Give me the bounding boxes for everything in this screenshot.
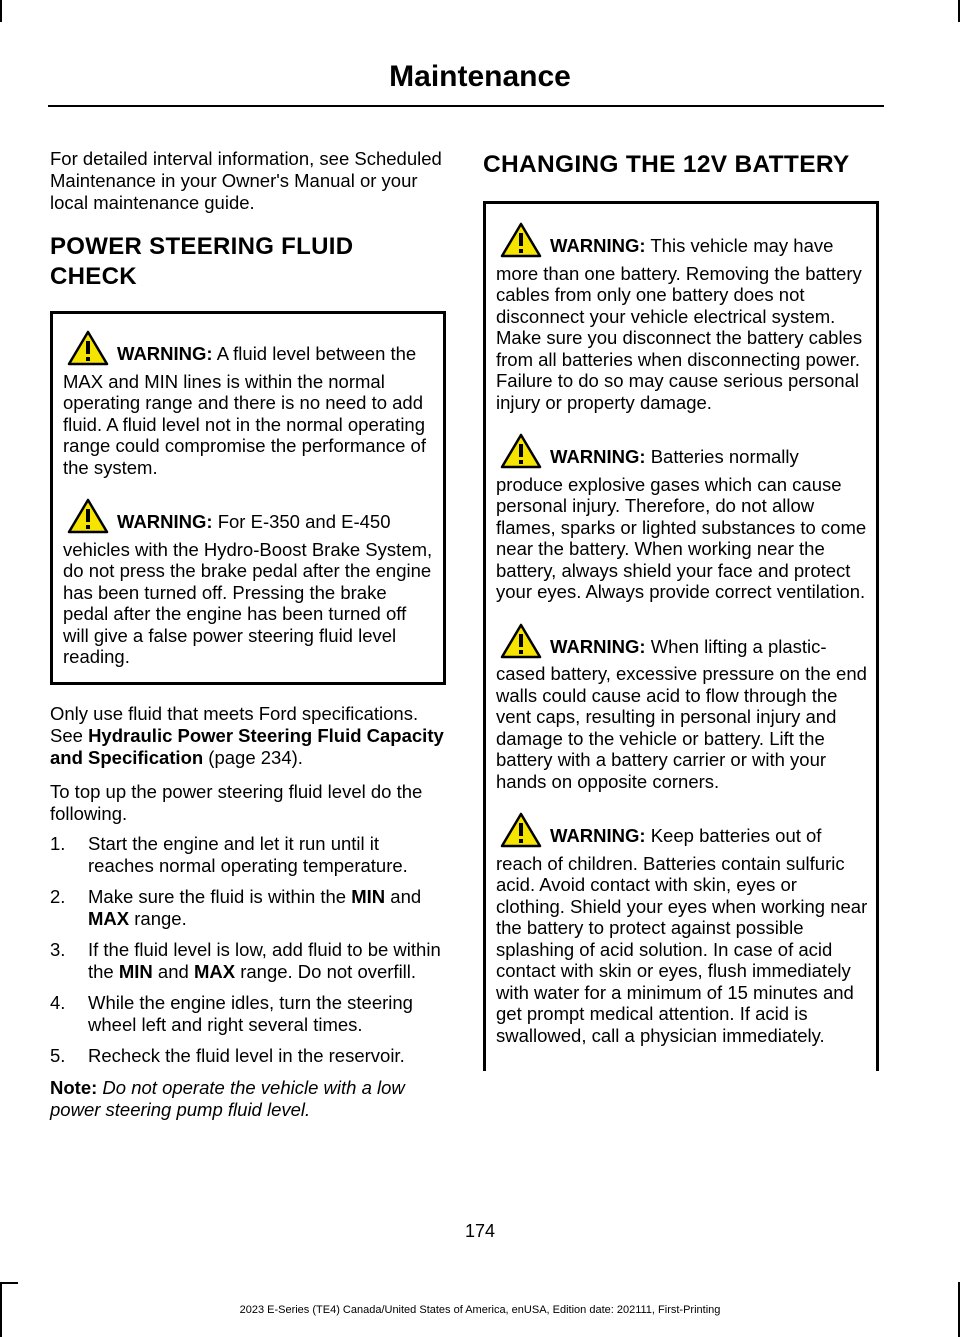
warning-triangle-icon: [500, 623, 542, 664]
warning-fluid-level: WARNING: A fluid level between the MAX and MIN lines is within the normal operating range and there is no need to add fluid. A fluid level not in the normal operating range could compromise the performance of the system.: [63, 330, 435, 478]
warning-triangle-icon: [500, 433, 542, 474]
warning-triangle-icon: [500, 812, 542, 853]
list-item: 2. Make sure the fluid is within the MIN and MAX range.: [50, 885, 422, 929]
warning-multiple-batteries: WARNING: This vehicle may have more than one battery. Removing the battery cables from only one battery does not disconnect your vehicle electrical system. Make sure you disconnect the battery cables from all batteries when disconnecting power. Failure to do so may cause serious personal injury or property damage.: [496, 222, 868, 413]
warning-triangle-icon: [67, 498, 109, 539]
topup-steps-list: [50, 833, 446, 1067]
warning-triangle-icon: [500, 222, 542, 263]
heading-line-2: CHECK: [50, 263, 137, 290]
warning-lifting-battery: WARNING: When lifting a plastic-cased battery, excessive pressure on the end walls could cause acid to flow through the vent caps, resulting in personal injury and damage to the vehicle or battery. Lift the battery with a battery carrier or with your hands on opposite corners.: [496, 623, 868, 793]
topup-intro: To top up the power steering fluid level do the following.: [50, 780, 423, 824]
list-item: 1. Start the engine and let it run until it reaches normal operating temperature.: [50, 832, 408, 876]
warning-box-battery: [483, 201, 879, 1071]
page-number: 174: [464, 1221, 496, 1241]
warning-children-acid: WARNING: Keep batteries out of reach of children. Batteries contain sulfuric acid. Avoid contact with skin, eyes or clothing. Shield your eyes when working near the battery to protect against possible splashing of acid solution. In case of acid contact with skin or eyes, flush immediately with water for a minimum of 15 minutes and get prompt medical attention. If acid is swallowed, call a physician immediately.: [496, 812, 868, 1046]
warning-hydro-boost: WARNING: For E-350 and E-450 vehicles with the Hydro-Boost Brake System, do not press the brake pedal after the engine has been turned off. Pressing the brake pedal after the engine has been turned off will give a false power steering fluid level reading.: [63, 498, 435, 668]
spec-reference-link[interactable]: Hydraulic Power Steering Fluid Capacity and Specification: [50, 724, 444, 768]
list-item: 5. Recheck the fluid level in the reservoir.: [50, 1044, 405, 1066]
fluid-spec-paragraph: Only use fluid that meets Ford specifications. See Hydraulic Power Steering Fluid Capacity and Specification (page 234).: [50, 702, 444, 768]
page-footer: 2023 E-Series (TE4) Canada/United States of America, enUSA, Edition date: 202111, First-Printing: [239, 1304, 721, 1316]
page-header-title: Maintenance: [389, 60, 571, 93]
interval-intro: For detailed interval information, see Scheduled Maintenance in your Owner's Manual or your local maintenance guide.: [50, 148, 442, 213]
warning-explosive-gases: WARNING: Batteries normally produce explosive gases which can cause personal injury. Therefore, do not allow flames, sparks or lighted substances to come near the battery. When working near the battery, always shield your face and protect your eyes. Always provide correct ventilation.: [496, 433, 868, 603]
note-paragraph: Note: Do not operate the vehicle with a low power steering pump fluid level.: [50, 1076, 405, 1120]
section-heading-battery: CHANGING THE 12V BATTERY: [483, 151, 850, 178]
left-column: [50, 148, 446, 1121]
right-column: [483, 148, 879, 1071]
heading-line-1: POWER STEERING FLUID: [50, 233, 354, 260]
section-heading-power-steering: [50, 232, 446, 291]
crop-mark-bottom-left-h: [0, 1282, 18, 1284]
list-item: 4. While the engine idles, turn the steering wheel left and right several times.: [50, 991, 413, 1035]
list-item: 3. If the fluid level is low, add fluid to be within the MIN and MAX range. Do not overfill.: [50, 938, 441, 982]
header-divider: [48, 105, 884, 107]
warning-box-power-steering: [50, 311, 446, 685]
warning-triangle-icon: [67, 330, 109, 371]
crop-mark-top-left: [0, 0, 2, 22]
